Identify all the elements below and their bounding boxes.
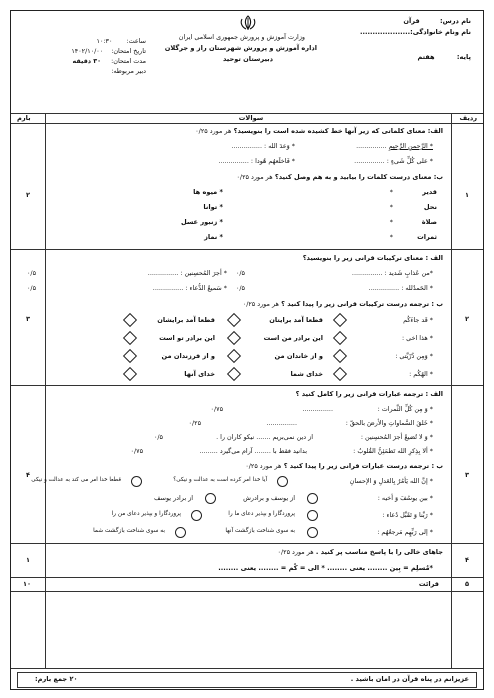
q1b-word: صلاة <box>421 218 437 226</box>
q4-number: ۴ <box>464 556 469 564</box>
divider <box>11 577 483 578</box>
grade-label: پایه: هفتم <box>417 53 471 61</box>
choice-diamond[interactable] <box>333 367 347 381</box>
q2b-question: * قَد جاءَکُم <box>403 316 433 324</box>
q3a-item: * خَلقَ السَّماواتِ والأرضَ بالحقّ : <box>345 419 433 427</box>
teacher-row: دبیر مربوطه: <box>111 67 146 75</box>
choice-diamond[interactable] <box>227 367 241 381</box>
footer-total: ۲۰ جمع بارم: <box>35 675 78 683</box>
score-header: بارم <box>17 114 31 122</box>
q3b-option: از یوسف و برادرش <box>243 494 295 502</box>
row-header: ردیف <box>459 114 477 122</box>
school-title: دبیرستان توحید <box>222 55 274 63</box>
q4-line: *مُسلِم = بِین ........ یعنی ........ * الی = کُم = ........ یعنی ........ <box>218 564 433 572</box>
q1a-item: * فَاخلَعهُم هُودا : ............... <box>218 157 295 165</box>
choice-circle[interactable] <box>307 493 318 504</box>
q2b-option: خدای آنها <box>184 370 215 378</box>
q3b-option: قطعا خدا امر می کند به عدالت و نیکی <box>31 477 121 483</box>
q5-number: ۵ <box>464 580 469 588</box>
student-name-label: نام ونام خانوادگی:.................... <box>360 28 471 36</box>
q2b-option: خدای شما <box>290 370 323 378</box>
divider <box>11 385 483 386</box>
q3a-points: ۰/۵ <box>153 433 163 441</box>
q1a-item: * الرَّحمنِ الرَّحیمِ ............... <box>356 142 433 150</box>
q3a-points: ۰/۲۵ <box>188 419 201 427</box>
column-line <box>451 113 452 668</box>
q2b-option: قطعا آمد برایشان <box>157 316 215 324</box>
date-row: تاریخ امتحان: ۱۴۰۲/۱۰/۰۰ <box>71 47 146 55</box>
q1-number: ۱ <box>464 191 469 199</box>
choice-circle[interactable] <box>131 476 142 487</box>
q3b-question: * إنَّ الله یَأمُرُ بِالعَدلِ وَ الإحسانِ <box>349 477 433 485</box>
q2a-item: * سَمیعُ الدُّعاء : ............... <box>152 284 227 292</box>
q3a-fill: ............... <box>302 405 333 413</box>
choice-diamond[interactable] <box>123 331 137 345</box>
q2a-title: الف : معنای ترکیبات قرانی زیر را بنویسید؟ <box>302 254 443 262</box>
choice-circle[interactable] <box>191 510 202 521</box>
q2a-item: * الحَمدُلله : ............... <box>368 284 433 292</box>
exam-sheet <box>10 10 484 690</box>
q2a-item: *من عَذابٍ شَدید : ............... <box>351 269 433 277</box>
divider <box>11 591 483 592</box>
q3b-option: آیا خدا امر کرده است به عدالت و نیکی؟ <box>173 477 267 483</box>
q3a-fill: بدانید فقط با ........ آرام می‌گیرد ......... <box>199 447 307 455</box>
match-dot: * <box>389 233 393 241</box>
q2-number: ۲ <box>464 315 469 323</box>
q1a-title: الف: معنای کلماتی که زیر آنها خط کشیده شده است را بنویسید؟ هر مورد ۰/۲۵ <box>195 127 443 135</box>
column-line <box>45 113 46 668</box>
divider <box>11 123 483 124</box>
q3a-points: ۰/۷۵ <box>210 405 223 413</box>
q2b-question: * هذا اخی : <box>402 334 433 342</box>
q2a-points: ۰/۵ <box>27 269 37 277</box>
q1a-item: * علی کُلِّ شَیءٍ : ............... <box>354 157 433 165</box>
choice-circle[interactable] <box>175 527 186 538</box>
choice-diamond[interactable] <box>123 313 137 327</box>
q2a-points: ۰/۵ <box>235 284 245 292</box>
choice-diamond[interactable] <box>227 313 241 327</box>
q3-number: ۳ <box>464 471 469 479</box>
q3a-points: ۰/۷۵ <box>130 447 143 455</box>
q2b-option: این برادر من است <box>263 334 323 342</box>
q3a-item: * ألا بِذِکرِ الله تَطمَئِنُّ القُلوبُ : <box>353 447 433 455</box>
q2b-question: * وَمِن ذُرّیَّتی : <box>395 352 433 360</box>
choice-circle[interactable] <box>205 493 216 504</box>
choice-diamond[interactable] <box>123 367 137 381</box>
divider <box>11 249 483 250</box>
q1b-word: نحل <box>423 203 437 211</box>
q3a-title: الف : ترجمه عبارات قرانی زیر را کامل کنید ؟ <box>295 390 443 398</box>
q2a-item: * أجرَ المُحسِنین : ............... <box>147 269 227 277</box>
q1b-meaning: * میوه ها <box>193 188 223 196</box>
match-dot: * <box>389 218 393 226</box>
choice-circle[interactable] <box>277 476 288 487</box>
q2b-question: * الهُکُم : <box>409 370 433 378</box>
q2b-option: این برادر تو است <box>159 334 215 342</box>
match-dot: * <box>389 203 393 211</box>
choice-circle[interactable] <box>307 527 318 538</box>
choice-diamond[interactable] <box>227 349 241 363</box>
q1b-meaning: * توانا <box>203 203 223 211</box>
office-title: اداره آموزش و پرورش شهرستان راز و جرگلان <box>164 44 317 52</box>
q2a-points: ۰/۵ <box>235 269 245 277</box>
q2b-title: ب : ترجمه درست ترکیبات قرانی زیر را پیدا کنید ؟ هر مورد ۰/۲۵ <box>242 300 443 308</box>
q2b-option: و از خاندان من <box>274 352 323 360</box>
q3b-option: به سوی شناخت بازگشت شما <box>93 528 165 534</box>
q1-score: ۲ <box>26 191 31 199</box>
q3b-question: * إلی رَبِّهِم مَرجعُهُم : <box>377 528 433 536</box>
q3b-option: پروردگارا و بپذیر دعای ما را <box>228 511 295 517</box>
q3a-fill: ............... <box>266 419 297 427</box>
q3-score: ۴ <box>26 471 31 479</box>
q2-score: ۳ <box>26 315 31 323</box>
choice-diamond[interactable] <box>333 331 347 345</box>
q3b-option: به سوی شناخت بازگشت آنها <box>225 528 295 534</box>
duration-row: مدت امتحان: ۳۰ دقیقه <box>72 57 146 65</box>
q3b-question: * بین یوسُفَ وَ أخیه : <box>377 494 433 502</box>
choice-circle[interactable] <box>307 510 318 521</box>
q3b-question: * رَبَّنا وَ تَقَبَّل دُعاء : <box>382 511 433 519</box>
subject-label: نام درس: قرآن <box>403 17 471 25</box>
q3a-fill: از دین نمی‌بریم ....... نیکو کاران را . <box>216 433 313 441</box>
q2b-option: و از فرزندان من <box>161 352 215 360</box>
q1a-item: * وَعدَ الله : ............... <box>231 142 295 150</box>
match-dot: * <box>389 188 393 196</box>
choice-diamond[interactable] <box>333 349 347 363</box>
q1b-meaning: * زنبور عسل <box>180 218 223 226</box>
time-row: ساعت: ۱۰:۳۰ <box>96 37 146 45</box>
questions-header: سوالات <box>238 114 264 122</box>
q3a-item: * وَ مِن کُلِّ الثَّمرات : <box>377 405 433 413</box>
divider <box>11 543 483 544</box>
choice-diamond[interactable] <box>227 331 241 345</box>
choice-diamond[interactable] <box>123 349 137 363</box>
q1b-word: ثمرات <box>417 233 437 241</box>
q3b-title: ب : ترجمه درست عبارات قرانی زیر را پیدا کنید ؟ هر مورد ۰/۲۵ <box>245 462 443 470</box>
q3b-option: از برادر یوسف <box>154 494 193 502</box>
ministry-title: وزارت آموزش و پرورش جمهوری اسلامی ایران <box>178 33 305 41</box>
q5-title: قرائت <box>418 580 439 588</box>
q4-title: جاهای خالی را با پاسخ مناسب پر کنید . هر مورد ۰/۲۵ <box>277 548 443 556</box>
footer-wish: عزیزانم در پناه قرآن در امان باشید . <box>350 675 469 683</box>
q1b-meaning: * نماز <box>204 233 223 241</box>
divider <box>11 668 483 669</box>
q3b-option: پروردگارا و بپذیر دعای من را <box>111 511 181 517</box>
q3a-item: * وَ لا تُضیعُ أجرَ المُحسِنین : <box>360 433 433 441</box>
q2b-option: قطعا آمد برایتان <box>269 316 323 324</box>
q5-score: ۱۰ <box>23 580 32 588</box>
q2a-points: ۰/۵ <box>27 284 37 292</box>
choice-diamond[interactable] <box>333 313 347 327</box>
q1b-word: قدیر <box>422 188 437 196</box>
q4-score: ۱ <box>26 556 31 564</box>
iran-emblem-icon <box>238 14 258 32</box>
q1b-title: ب: معنای درست کلمات را بیابید و به هم وصل کنید؟ هر مورد ۰/۲۵ <box>236 173 443 181</box>
